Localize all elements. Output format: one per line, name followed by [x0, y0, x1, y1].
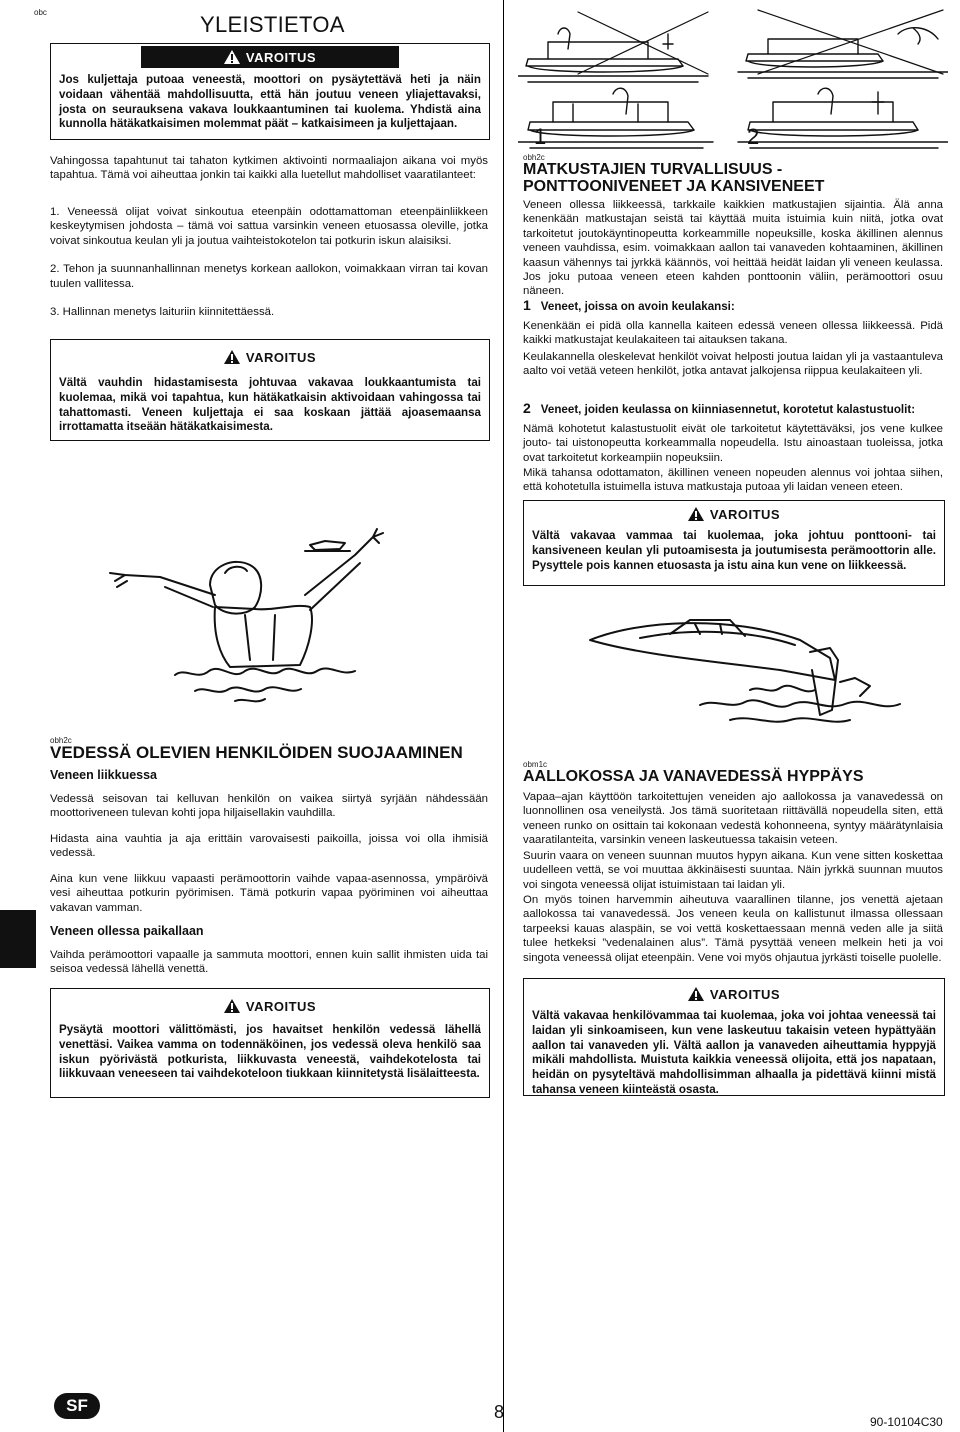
paragraph: Keulakannella oleskelevat henkilöt voivat helposti joutua laidan yli ja vastaantuleva aalto voi vetää veteen henkilöt, jotka antavat jalkojensa riippua keulakaiteen yli. — [523, 351, 943, 378]
intro-paragraph: Vahingossa tapahtunut tai tahaton kytkimen aktivointi normaaliajon aikana voi myös tapahtua. Tämä voi aiheuttaa jonkin tai kaikki alla luetellut mahdolliset vaaratilanteet: — [50, 155, 488, 182]
warning-header — [141, 995, 399, 1017]
paragraph: Nämä kohotetut kalastustuolit eivät ole tarkoitetut käytettäväksi, jos vene kulkee jouto- tai uistonopeutta korkeammalla nopeudella. Istu ainoastaan tuoleissa, jotka ovat tarkoitetut korkeampiin nopeuksiin. — [523, 423, 943, 464]
swimmer-illustration — [105, 515, 465, 705]
warning-header — [614, 503, 854, 525]
warning-triangle-icon — [224, 999, 240, 1013]
subsection-2-heading: 2 Veneet, joiden keulassa on kiinniasennetut, korotetut kalastustuolit: — [523, 400, 916, 416]
paragraph: Vapaa–ajan käyttöön tarkoitettujen veneiden ajo aallokossa ja vanavedessä on luonnollinen osa veneilystä. Jos tämä suoritetaan riittävällä nopeudella siten, että veneen runko on osittain tai kokonaan vedestä kohonneena, syntyy määrätynlaisia vaaratilanteita, varsinkin veneen laskeutuessa takaisin veteen. — [523, 791, 943, 847]
warning-header — [141, 46, 399, 68]
warning-header — [614, 983, 854, 1005]
column-divider — [503, 0, 504, 1432]
subheading: Veneen ollessa paikallaan — [50, 924, 204, 938]
warning-box-1 — [50, 43, 490, 140]
subheading: Veneen liikkuessa — [50, 768, 158, 782]
paragraph: Aina kun vene liikkuu vapaasti perämoottorin vaihde vapaa-asennossa, ympäröivä vesi aiheuttaa potkurin pyörimisen. Tämä potkurin vapaa pyöriminen voi aiheuttaa vakavan vamman. — [50, 873, 488, 914]
warning-text: Vältä vakavaa henkilövammaa tai kuolemaa, joka voi johtaa veneessä tai laidan yli sinkoamiseen, kun vene laskeutuu takaisin veteen hypättyään aallon tai vanaveden yli. Vältä aallon ja vanaveden aiheuttamia hyppyjä mikäli mahdollista. Muistuta kaikkia veneessä olijoita, että jos napataan, heidän on pysyteltävä mahdollisimman alhaalla ja pidettävä kiinni mistä tahansa veneen kiinteästä osasta. — [532, 1009, 936, 1096]
warning-text: Vältä vakavaa vammaa tai kuolemaa, joka johtuu ponttooni- tai kansiveneen keulan yli putoamisesta ja joutumisesta perämoottorin alle. Pysyttele pois kannen etuosasta ja istu aina kun vene on liikkeessä. — [532, 529, 936, 572]
paragraph: Kenenkään ei pidä olla kannella kaiteen edessä veneen ollessa liikkeessä. Pidä kaikki matkustajat keulakaiteen tai aitauksen takana. — [523, 320, 943, 347]
warning-text: Pysäytä moottori välittömästi, jos havaitset henkilön vedessä lähellä venettäsi. Vaikea vamma on todennäköinen, jos vedessä oleva henkilö saa iskun pyörivästä potkurista, liikkuvasta veneestä, vaihdekotelosta tai liikkuvaan veneeseen tai vaihdekoteloon tiukkaan kiinnitetystä lisälaitteesta. — [59, 1023, 481, 1081]
section-title: VEDESSÄ OLEVIEN HENKILÖIDEN SUOJAAMINEN — [50, 743, 463, 762]
warning-triangle-icon — [688, 987, 704, 1001]
warning-triangle-icon — [224, 50, 240, 64]
page-title: YLEISTIETOA — [200, 12, 345, 37]
section-tab — [0, 910, 36, 968]
paragraph: Hidasta aina vauhtia ja aja erittäin varovaisesti paikoilla, joissa voi olla ihmisiä vedessä. — [50, 833, 488, 860]
warning-header — [141, 346, 399, 368]
paragraph: On myös toinen harvemmin aiheutuva vaarallinen tilanne, jos venettä ajetaan aallokossa tai vanavedessä. Jos veneen keula on kallistunut ilmassa ollessaan tarpeeksi kauas alaspäin, se voi vettä koskettaessaan mennä veden alle ja siitä tulee hetkeksi ”vedenalainen alus”. Tämä pysyttää veneen melkein heti ja voi singota veneessä olijat eteenpäin. Vene voi myös ohjautua jyrkästi toiselle puolelle. — [523, 894, 943, 964]
section-title: AALLOKOSSA JA VANAVEDESSÄ HYPPÄYS — [523, 768, 864, 785]
hazard-item-2: 2. Tehon ja suunnanhallinnan menetys korkean aallokon, voimakkaan virran tai kovan tuulen vallitessa. — [50, 263, 489, 290]
section-code: obh2c — [50, 736, 72, 745]
warning-label: VAROITUS — [245, 49, 317, 65]
section-code: obh2c — [523, 153, 545, 162]
warning-triangle-icon — [688, 507, 704, 521]
jumping-boat-illustration — [580, 600, 920, 735]
hazard-item-1: 1. Veneessä olijat voivat sinkoutua eteenpäin odottamattoman eteenpäinliikkeen keskeytymisen johdosta – tämä voi sattua varsinkin veneen etuosassa oleville, jotka voivat sinkoutua keulan yli ja joutua vaihteistokotelon tai potkurin iskun alaisiksi. — [50, 206, 488, 247]
section-code: obm1c — [523, 760, 548, 769]
warning-box-4 — [523, 500, 945, 586]
warning-label: VAROITUS — [245, 349, 317, 365]
subsection-1-heading: 1 Veneet, joissa on avoin keulakansi: — [523, 297, 735, 313]
warning-text: Vältä vauhdin hidastamisesta johtuvaa vakavaa loukkaantumista tai kuolemaa, mikä voi tapahtua, kun hätäkatkaisin aktivoidaan vahingossa tai tahattomasti. Veneen kuljettaja ei saa koskaan jättää ajoasemaansa irrottamatta itseään hätäkatkaisimesta. — [59, 376, 481, 434]
paragraph: Suurin vaara on veneen suunnan muutos hypyn aikana. Kun vene sitten koskettaa uudelleen vettä, se voi muuttaa äkkinäisesti suuntaa. Näin jyrkkä suunnan muutos voi singota veneessä olijat istuimistaan tai laidan yli. — [523, 850, 943, 891]
section-code: obc — [34, 8, 47, 17]
page-number: 8 — [494, 1402, 505, 1422]
paragraph: Mikä tahansa odottamaton, äkillinen veneen nopeuden alennus voi johtaa siihen, että kohotetulla istuimella istuva matkustaja putoaa yli laidan veneen eteen. — [523, 467, 943, 494]
hazard-list — [50, 205, 488, 319]
warning-box-2 — [50, 339, 490, 441]
warning-triangle-icon — [224, 350, 240, 364]
section-title: MATKUSTAJIEN TURVALLISUUS - PONTTOONIVENEET JA KANSIVENEET — [523, 161, 825, 195]
figure-label-2: 2 — [747, 124, 760, 149]
paragraph: Vaihda perämoottori vapaalle ja sammuta moottori, ennen kuin sallit ihmisten uida tai seisoa vedessä lähellä venettä. — [50, 949, 488, 976]
document-code: 90-10104C30 — [870, 1415, 943, 1429]
figure-label-1: 1 — [534, 124, 547, 149]
hazard-item-3: 3. Hallinnan menetys laituriin kiinnitettäessä. — [50, 306, 275, 319]
language-badge: SF — [54, 1393, 100, 1419]
warning-label: VAROITUS — [709, 506, 781, 522]
warning-text: Jos kuljettaja putoaa veneestä, moottori on pysäytettävä heti ja näin voidaan vähentää mahdollisuutta, että hän joutuu veneen yliajettavaksi, josta on seurauksena vakava loukkaantuminen tai kuolema. Yhdistä aina kunnolla hätäkatkaisimen molemmat päät – katkaisimeen ja kuljettajaan. — [59, 73, 481, 131]
warning-box-3 — [50, 988, 490, 1098]
pontoon-illustrations — [518, 4, 948, 154]
paragraph: Veneen ollessa liikkeessä, tarkkaile kaikkien matkustajien sijaintia. Älä anna kenenkään matkustajan seistä tai käyttää muita istuimia kuin niitä, jotka ovat tarkoitetut joutokäyntinopeutta korkeammille nopeuksille, koska äkillinen alennus veneen vauhdissa, esim. voimakkaan aallon tai vanaveden kohtaaminen, äkillinen kaasun vähennys tai jyrkkä käännös, voi heittää heidät laidan yli veneen keulassa. Jos joku putoaa veneen eteen kahden ponttoonin väliin, perämoottori osuu näneen. — [523, 199, 943, 298]
warning-label: VAROITUS — [245, 998, 317, 1014]
warning-box-5 — [523, 978, 945, 1096]
warning-label: VAROITUS — [709, 986, 781, 1002]
paragraph: Vedessä seisovan tai kelluvan henkilön on vaikea siirtyä syrjään nähdessään moottoriveneen tulevan kohti jopa hiljaisellakin vauhdilla. — [50, 793, 488, 820]
